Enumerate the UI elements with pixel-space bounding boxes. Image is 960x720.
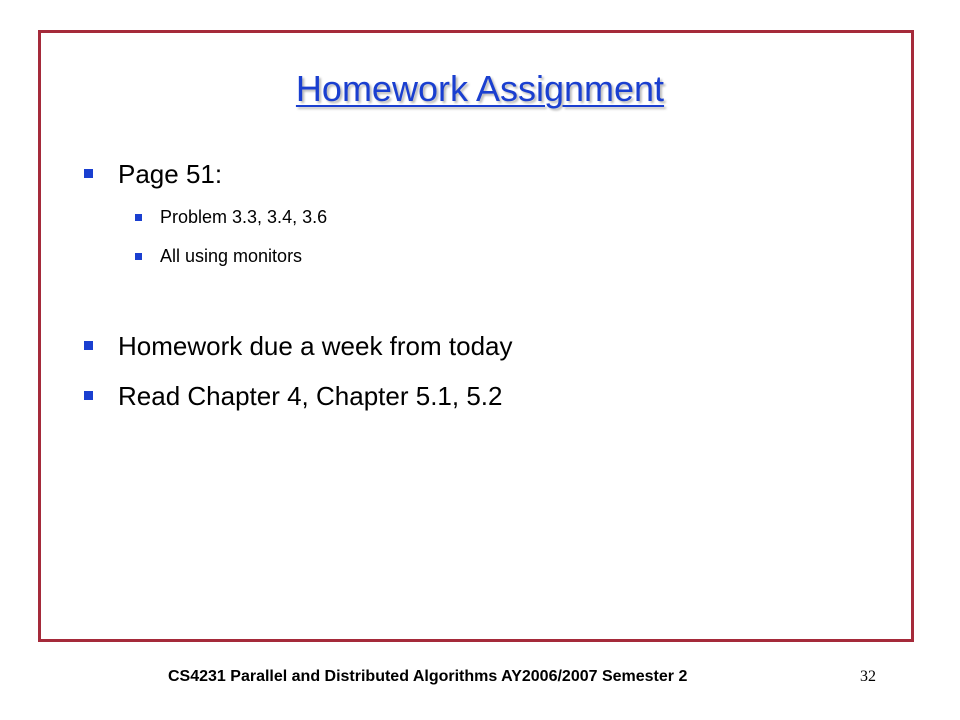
- bullet-text: Page 51:: [118, 159, 223, 189]
- bullet-text: Read Chapter 4, Chapter 5.1, 5.2: [118, 381, 503, 411]
- sub-bullet-text: All using monitors: [160, 246, 303, 266]
- sub-bullet-text: Problem 3.3, 3.4, 3.6: [160, 207, 328, 227]
- square-bullet-icon: [135, 214, 142, 221]
- footer-course: CS4231 Parallel and Distributed Algorithms AY2006/2007 Semester 2: [168, 668, 688, 685]
- square-bullet-icon: [84, 341, 93, 350]
- slide-title: Homework Assignment: [295, 68, 665, 109]
- square-bullet-icon: [84, 391, 93, 400]
- page-number: 32: [860, 668, 876, 685]
- bullet-text: Homework due a week from today: [118, 331, 513, 361]
- square-bullet-icon: [135, 253, 142, 260]
- square-bullet-icon: [84, 169, 93, 178]
